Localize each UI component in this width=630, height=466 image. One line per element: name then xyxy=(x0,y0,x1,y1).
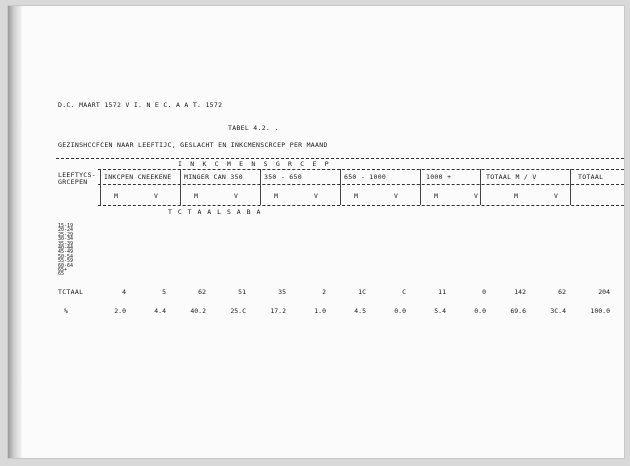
sex-label: M xyxy=(194,192,199,200)
age-group-label: 25-29 xyxy=(58,231,74,238)
rule-top xyxy=(56,158,624,159)
row-header: LEEFTYCS- GRCEPEN xyxy=(58,171,96,186)
percentage-cell: 2.0 xyxy=(114,307,126,315)
rule-group xyxy=(98,169,624,170)
age-group-label: 15-19 xyxy=(58,223,74,229)
col-header-income-none: INKCPEN CNEEKENE xyxy=(104,173,172,181)
total-cell: 2 xyxy=(322,288,326,296)
age-group-label: 35-39 xyxy=(58,240,74,247)
sex-label: M xyxy=(514,192,519,200)
section-label: T C T A A L S A B A xyxy=(168,208,262,216)
col-divider xyxy=(340,169,341,205)
col-divider xyxy=(480,169,481,205)
age-group-label: 55-59 xyxy=(58,258,74,265)
sex-label: V xyxy=(314,192,319,200)
sex-label: V xyxy=(234,192,239,200)
age-group-list xyxy=(58,224,92,277)
sex-label: M xyxy=(274,192,279,200)
total-cell: 62 xyxy=(198,288,206,296)
group-header: I N K C M E N S G R C E P xyxy=(178,160,331,168)
sex-label: M xyxy=(114,192,119,200)
sex-label: V xyxy=(474,192,479,200)
col-divider xyxy=(570,169,571,205)
col-divider xyxy=(100,169,101,205)
age-group-label: 40-44 xyxy=(58,244,74,251)
pct-row-label: % xyxy=(64,307,69,315)
document-page xyxy=(8,6,624,458)
percentage-cell: 0.0 xyxy=(394,307,406,315)
sex-label: V xyxy=(394,192,399,200)
col-header-650-1000: 650 - 1000 xyxy=(344,173,387,181)
total-row-label: TCTAAL xyxy=(58,288,84,296)
total-cell: C xyxy=(402,288,406,296)
book-binding xyxy=(8,6,22,458)
percentage-cell: 40.2 xyxy=(190,307,206,315)
percentage-cell: 17.2 xyxy=(270,307,286,315)
col-header-total: TOTAAL xyxy=(578,173,604,181)
total-cell: 5 xyxy=(162,288,166,296)
total-cell: 0 xyxy=(482,288,486,296)
rule-cols xyxy=(98,184,624,185)
col-divider xyxy=(420,169,421,205)
percentage-cell: 4.5 xyxy=(354,307,366,315)
age-group-label: 30-34 xyxy=(58,236,74,243)
percentage-cell: 5.4 xyxy=(434,307,446,315)
percentage-cell: 0.0 xyxy=(474,307,486,315)
source-line: D.C. MAART 1572 V I. N E C. A A T. 1572 xyxy=(58,101,223,109)
total-cell: 204 xyxy=(598,288,610,296)
sex-label: M xyxy=(434,192,439,200)
percentage-cell: 69.6 xyxy=(510,307,526,315)
total-cell: 51 xyxy=(238,288,246,296)
col-header-under-350: MINGER CAN 350 xyxy=(184,173,243,181)
age-group-label: 45-49 xyxy=(58,249,74,256)
total-cell: 62 xyxy=(558,288,566,296)
sex-label: V xyxy=(154,192,159,200)
percentage-cell: 100.0 xyxy=(590,307,610,315)
total-cell: 142 xyxy=(514,288,526,296)
age-group-label: 65 xyxy=(58,271,65,278)
percentage-cell: 4.4 xyxy=(154,307,166,315)
percentage-cell: 3C.4 xyxy=(550,307,566,315)
age-group-label: 65+ xyxy=(58,266,68,273)
sex-label: V xyxy=(554,192,559,200)
col-header-350-650: 350 - 650 xyxy=(264,173,302,181)
percentage-cell: 1.0 xyxy=(314,307,326,315)
total-cell: 11 xyxy=(438,288,446,296)
age-group-label: 50-54 xyxy=(58,253,74,260)
col-header-total-mv: TOTAAL M / V xyxy=(486,173,537,181)
rule-sex xyxy=(98,205,624,206)
table-title: GEZINSHCCFCEN NAAR LEEFTIJC, GESLACHT EN INKCMENSCRCEP PER MAAND xyxy=(58,141,328,149)
table-number: TABEL 4.2. . xyxy=(228,124,279,132)
total-cell: 4 xyxy=(122,288,126,296)
percentage-cell: 25.C xyxy=(230,307,246,315)
col-header-1000-plus: 1000 + xyxy=(426,173,452,181)
col-divider xyxy=(260,169,261,205)
sex-label: M xyxy=(354,192,359,200)
age-group-label: 60-64 xyxy=(58,262,74,269)
total-cell: 1C xyxy=(358,288,366,296)
col-divider xyxy=(180,169,181,205)
age-group-label: 20-24 xyxy=(58,227,74,234)
total-cell: 35 xyxy=(278,288,286,296)
